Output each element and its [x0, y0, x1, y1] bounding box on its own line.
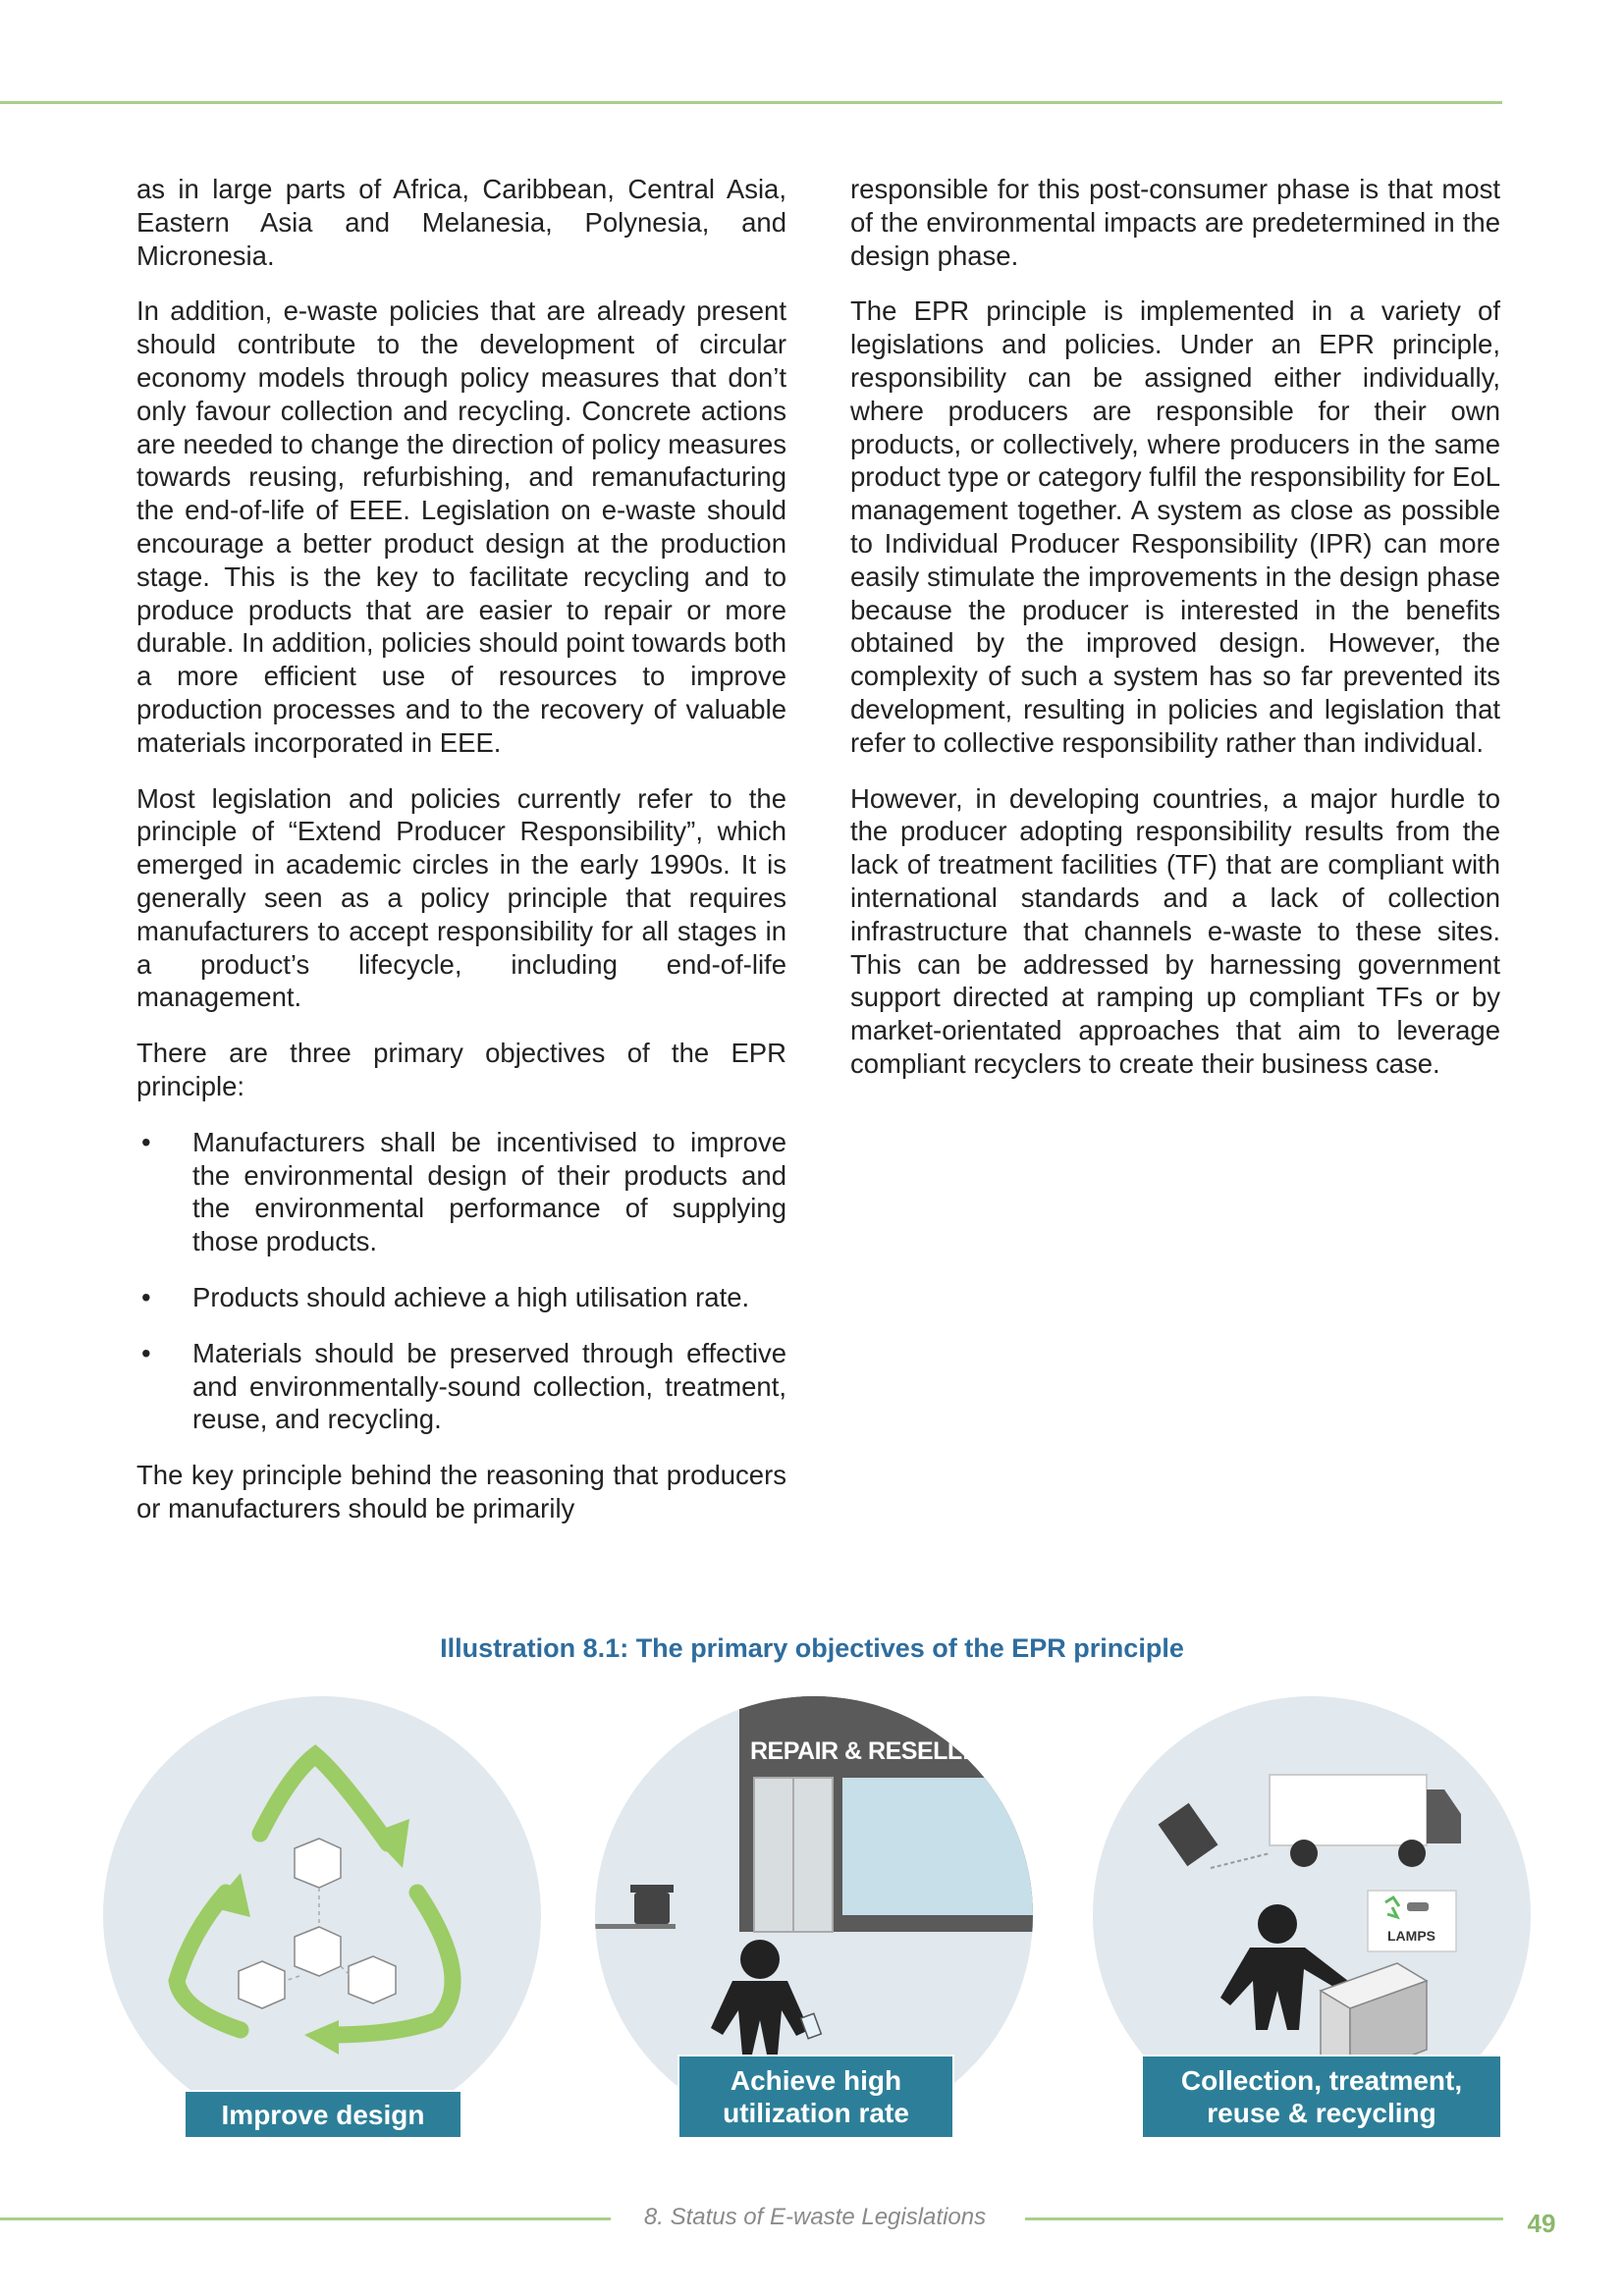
right-paragraph-3: However, in developing countries, a major hurdle to the producer adopting responsibility results from the lack of treatment facilities (TF) that are compliant with international standards and a lack of collection infrastructure that channels e-waste to these sites. This can be addressed by harnessing government support directed at ramping up compliant TFs or by market-orientated approaches that aim to leverage compliant recyclers to create their business case. — [850, 782, 1500, 1079]
header-rule — [0, 101, 1502, 104]
left-column — [136, 173, 786, 1548]
footer-rule-left — [0, 2217, 611, 2220]
list-item: • Manufacturers shall be incentivised to improve the environmental design of their products and the environmental performance of supplying those products. — [141, 1126, 786, 1257]
collection-label: Collection, treatment, reuse & recycling — [1141, 2055, 1502, 2139]
right-paragraph-2: The EPR principle is implemented in a variety of legislations and policies. Under an EPR principle, responsibility can be assigned either individually, where producers are responsible for their own products, or collectively, where producers in the same product type or category fulfil the responsibility for EoL management together. A system as close as possible to Individual Producer Responsibility (IPR) can more easily stimulate the improvements in the design phase because the producer is interested in the benefits obtained by the improved design. However, the complexity of such a system has so far prevented its development, resulting in policies and legislation that refer to collective responsibility rather than individual. — [850, 295, 1500, 758]
list-item: • Materials should be preserved through effective and environmentally-sound collection, treatment, reuse, and recycling. — [141, 1337, 786, 1435]
right-column — [850, 173, 1500, 1103]
improve-design-label: Improve design — [184, 2090, 462, 2139]
illustration-title: Illustration 8.1: The primary objectives of the EPR principle — [440, 1633, 1184, 1663]
bullet-icon: • — [141, 1126, 151, 1157]
left-paragraph-1: as in large parts of Africa, Caribbean, Central Asia, Eastern Asia and Melanesia, Polynesia, and Micronesia. — [136, 174, 786, 271]
page-number: 49 — [1527, 2209, 1556, 2238]
bullet-icon: • — [141, 1281, 151, 1312]
left-paragraph-4: There are three primary objectives of the EPR principle: — [136, 1038, 786, 1101]
left-paragraph-5: The key principle behind the reasoning that producers or manufacturers should be primarily — [136, 1460, 786, 1523]
left-paragraph-3: Most legislation and policies currently refer to the principle of “Extend Producer Responsibility”, which emerged in academic circles in the early 1990s. It is generally seen as a policy principle that requires manufacturers to accept responsibility for all stages in a product’s lifecycle, including end-of-life management. — [136, 782, 786, 1013]
bullet-icon: • — [141, 1337, 151, 1368]
list-item: • Products should achieve a high utilisation rate. — [141, 1281, 750, 1312]
chapter-footer: 8. Status of E-waste Legislations — [643, 2204, 987, 2230]
objectives-list — [136, 1126, 786, 1436]
left-paragraph-2: In addition, e-waste policies that are already present should contribute to the development of circular economy models through policy measures that don’t only favour collection and recycling. Concrete actions are needed to change the direction of policy measures towards reusing, refurbishing, and remanufacturing the end-of-life of EEE. Legislation on e-waste should encourage a better product design at the production stage. This is the key to facilitate recycling and to produce products that are easier to repair or more durable. In addition, policies should point towards both a more efficient use of resources to improve production processes and to the recovery of valuable materials incorporated in EEE. — [136, 295, 786, 758]
footer-rule-right — [1025, 2217, 1503, 2220]
recycle-arrows-icon — [103, 1696, 541, 2134]
repair-resell-sign: REPAIR & RESELL! — [750, 1737, 970, 1765]
right-paragraph-1: responsible for this post-consumer phase is that most of the environmental impacts are predetermined in the design phase. — [850, 174, 1500, 271]
utilization-label: Achieve high utilization rate — [677, 2055, 954, 2139]
lamps-bin-label: LAMPS — [1387, 1928, 1435, 1944]
improve-design-circle — [103, 1696, 541, 2134]
